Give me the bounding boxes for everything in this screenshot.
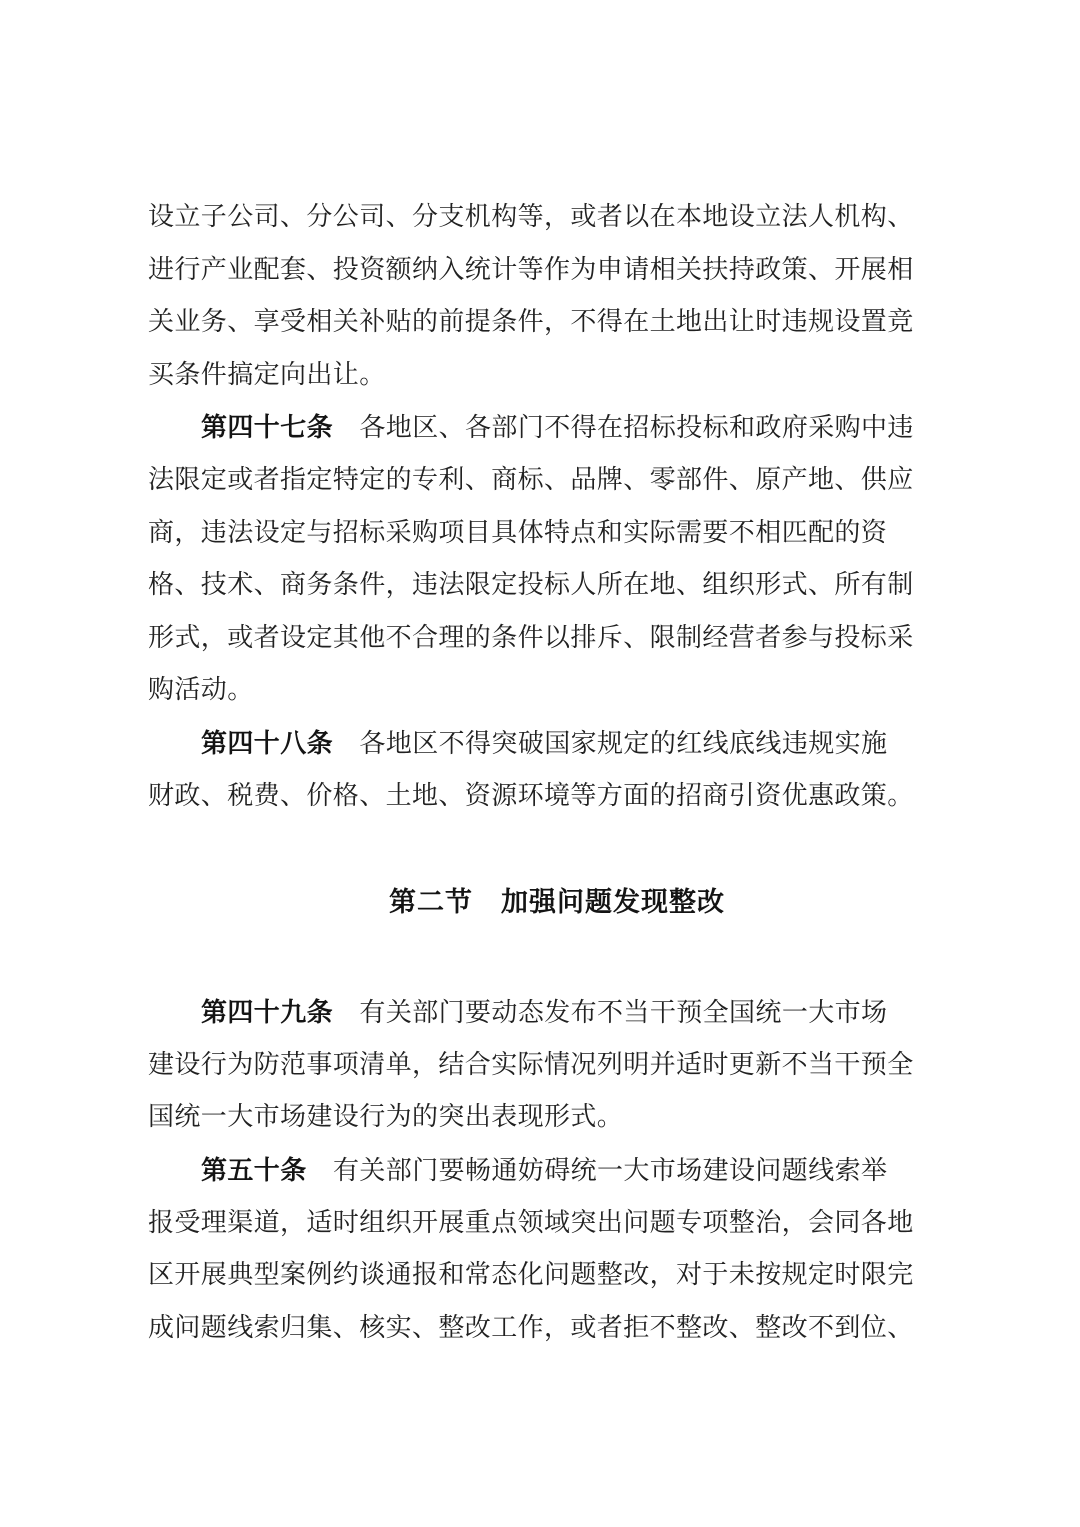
line-text: 有关部门要畅通妨碍统一大市场建设问题线索举 <box>306 1155 888 1185</box>
text-line <box>148 1039 914 1092</box>
line-text: 关业务、享受相关补贴的前提条件，不得在土地出让时违规设置竞 <box>148 307 914 337</box>
article-number-label: 第四十七条 <box>201 412 334 443</box>
text-line <box>148 612 914 665</box>
line-text: 建设行为防范事项清单，结合实际情况列明并适时更新不当干预全 <box>148 1049 914 1079</box>
line-text: 区开展典型案例约谈通报和常态化问题整改，对于未按规定时限完 <box>148 1260 914 1290</box>
article-number-label: 第四十九条 <box>201 997 334 1028</box>
text-line <box>148 349 914 402</box>
line-text: 财政、税费、价格、土地、资源环境等方面的招商引资优惠政策。 <box>148 780 914 810</box>
line-text: 形式，或者设定其他不合理的条件以排斥、限制经营者参与投标采 <box>148 622 914 652</box>
text-line <box>148 1302 914 1355</box>
section-heading: 第二节 加强问题发现整改 <box>389 887 725 918</box>
text-line <box>148 559 914 612</box>
text-line <box>148 507 914 560</box>
article-number-label: 第四十八条 <box>201 727 334 758</box>
text-line <box>148 1144 914 1197</box>
text-line <box>148 1091 914 1144</box>
text-line <box>148 1197 914 1250</box>
document-content <box>148 191 914 1354</box>
text-line <box>148 401 914 454</box>
line-text: 有关部门要动态发布不当干预全国统一大市场 <box>333 998 888 1028</box>
line-text: 报受理渠道，适时组织开展重点领域突出问题专项整治，会同各地 <box>148 1207 914 1237</box>
line-text: 各地区、各部门不得在招标投标和政府采购中违 <box>333 413 914 443</box>
line-text: 各地区不得突破国家规定的红线底线违规实施 <box>333 728 888 758</box>
text-line <box>148 770 914 823</box>
line-text: 国统一大市场建设行为的突出表现形式。 <box>148 1102 624 1132</box>
text-line <box>148 296 914 349</box>
line-text: 成问题线索归集、核实、整改工作，或者拒不整改、整改不到位、 <box>148 1312 914 1342</box>
article-number-label: 第五十条 <box>201 1154 307 1185</box>
text-line <box>148 664 914 717</box>
text-line <box>148 1249 914 1302</box>
line-text: 购活动。 <box>148 675 254 705</box>
text-line <box>148 191 914 244</box>
line-text: 进行产业配套、投资额纳入统计等作为申请相关扶持政策、开展相 <box>148 254 914 284</box>
text-line <box>148 454 914 507</box>
line-text: 设立子公司、分公司、分支机构等，或者以在本地设立法人机构、 <box>148 202 914 231</box>
line-text: 法限定或者指定特定的专利、商标、品牌、零部件、原产地、供应 <box>148 464 914 494</box>
text-line <box>148 244 914 297</box>
line-text: 格、技术、商务条件，违法限定投标人所在地、组织形式、所有制 <box>148 570 914 600</box>
line-text: 买条件搞定向出让。 <box>148 359 386 389</box>
text-line <box>148 717 914 770</box>
text-line <box>148 986 914 1039</box>
line-text: 商，违法设定与招标采购项目具体特点和实际需要不相匹配的资 <box>148 517 888 547</box>
